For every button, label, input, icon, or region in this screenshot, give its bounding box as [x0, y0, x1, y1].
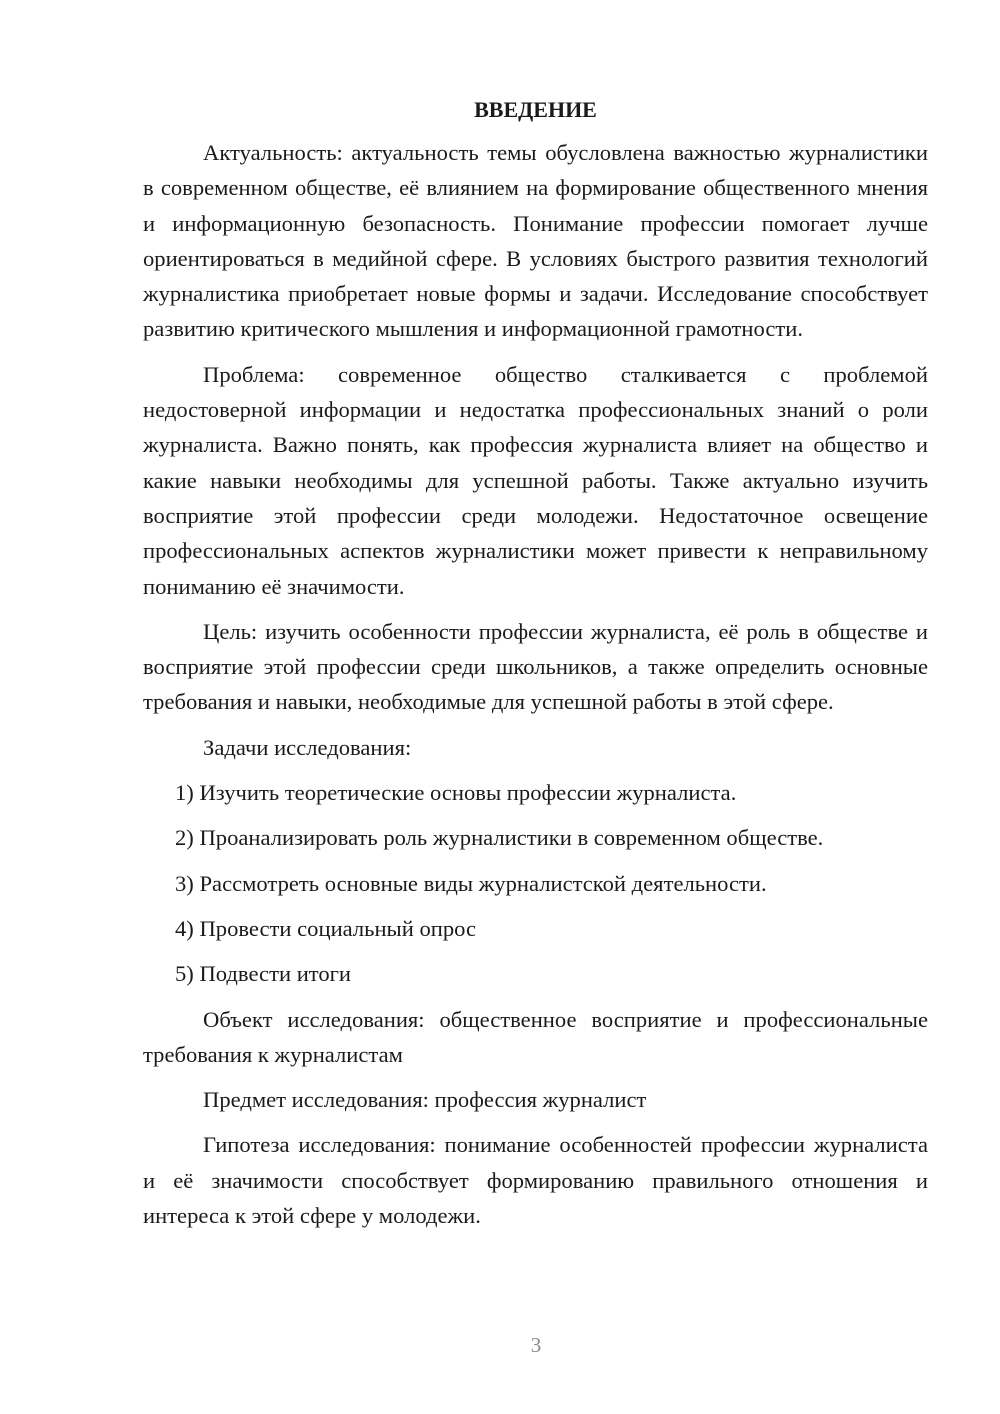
list-item: 4) Провести социальный опрос	[175, 915, 477, 941]
paragraph-object: Объект исследования: общественное восприятие и профессиональные требования к журналистам	[143, 1006, 928, 1067]
list-item: 2) Проанализировать роль журналистики в современном обществе.	[175, 825, 824, 851]
page-number: 3	[530, 1333, 542, 1357]
paragraph-subject: Предмет исследования: профессия журналист	[203, 1087, 647, 1113]
list-item: 5) Подвести итоги	[175, 961, 352, 987]
paragraph-relevance: Актуальность: актуальность темы обусловлена важностью журналистики в современном обществе, её влиянием на формирование общественного мнения и информационную безопасность. Понимание профессии помогает лучше ориентироваться в медийной сфере. В условиях быстрого развития технологий журналистика приобретает новые формы и задачи. Исследование способствует развитию критического мышления и информационной грамотности.	[143, 140, 928, 342]
tasks-heading: Задачи исследования:	[203, 734, 412, 760]
list-item: 1) Изучить теоретические основы профессии журналиста.	[175, 780, 737, 806]
document-page	[143, 92, 928, 1243]
paragraph-goal: Цель: изучить особенности профессии журналиста, её роль в обществе и восприятие этой профессии среди школьников, а также определить основные требования и навыки, необходимые для успешной работы в этой сфере.	[143, 618, 928, 715]
list-item: 3) Рассмотреть основные виды журналистской деятельности.	[175, 870, 767, 896]
tasks-list	[143, 775, 928, 991]
paragraph-problem: Проблема: современное общество сталкивается с проблемой недостоверной информации и недостатка профессиональных знаний о роли журналиста. Важно понять, как профессия журналиста влияет на общество и какие навыки необходимы для успешной работы. Также актуально изучить восприятие этой профессии среди молодежи. Недостаточное освещение профессиональных аспектов журналистики может привести к неправильному пониманию её значимости.	[143, 361, 928, 599]
section-title: ВВЕДЕНИЕ	[474, 97, 597, 122]
paragraph-hypothesis: Гипотеза исследования: понимание особенностей профессии журналиста и её значимости способствует формированию правильного отношения и интереса к этой сфере у молодежи.	[143, 1132, 928, 1229]
